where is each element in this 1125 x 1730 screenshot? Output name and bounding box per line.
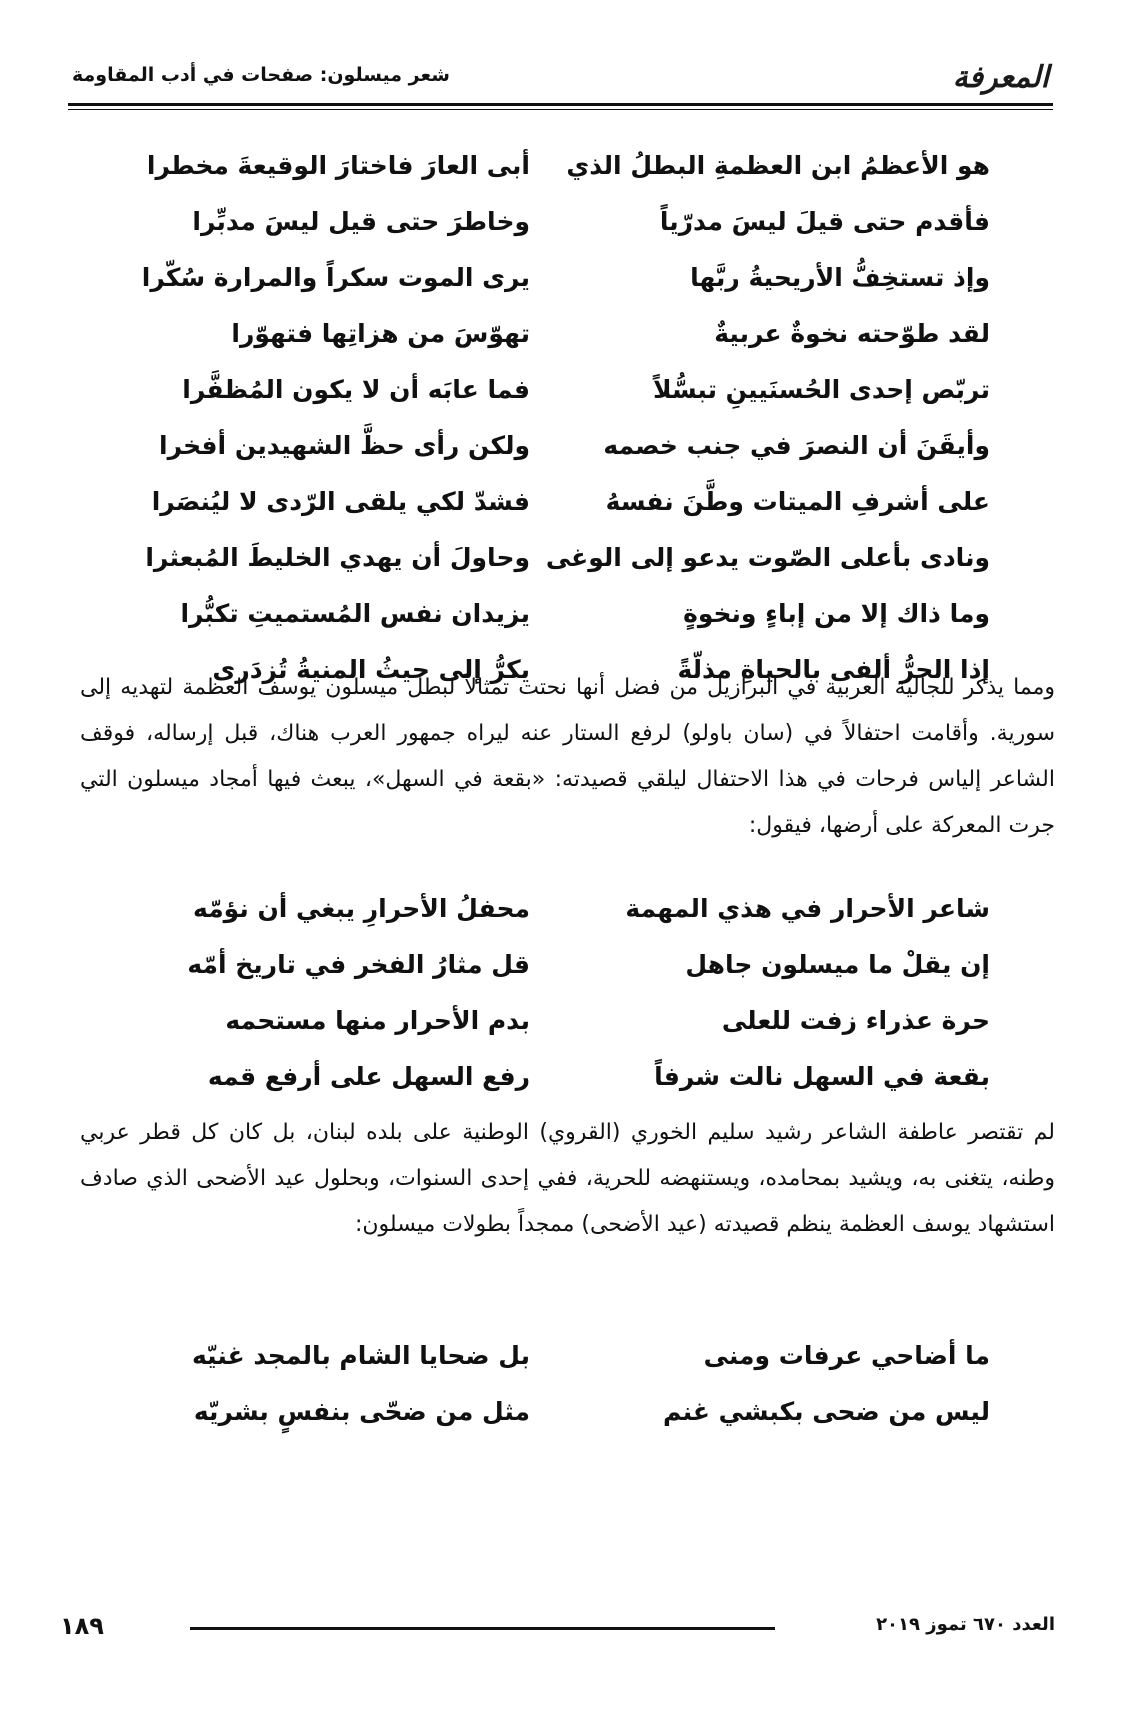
- page-header: [68, 50, 1053, 98]
- second-hemistich: بدم الأحرار منها مستحمه: [225, 1005, 530, 1035]
- verse-line: [130, 417, 990, 473]
- poem-eid-al-adha: [130, 1327, 990, 1439]
- verse-line: [130, 936, 990, 992]
- second-hemistich: يرى الموت سكراً والمرارة سُكّرا: [141, 262, 530, 292]
- footer-rule: [190, 1627, 775, 1630]
- verse-line: [130, 193, 990, 249]
- second-hemistich: مثل من ضحّى بنفسٍ بشريّه: [193, 1396, 530, 1426]
- first-hemistich: إذا الحرُّ ألفى بالحياةِ مذلّةً: [677, 654, 990, 684]
- second-hemistich: يكرُّ إلى حيثُ المنيةُ تُزدَرى: [212, 654, 530, 684]
- header-rule-thin: [68, 109, 1053, 110]
- second-hemistich: تهوّسَ من هزاتِها فتهوّرا: [231, 318, 530, 348]
- magazine-logo: المعرفة: [952, 60, 1049, 95]
- poem-yusuf-al-azma: [130, 137, 990, 697]
- first-hemistich: لقد طوّحته نخوةٌ عربيةٌ: [714, 318, 990, 348]
- second-hemistich: قل مثارُ الفخر في تاريخ أمّه: [187, 949, 530, 979]
- first-hemistich: ما أضاحي عرفات ومنى: [703, 1340, 990, 1370]
- second-hemistich: بل ضحايا الشام بالمجد غنيّه: [192, 1340, 530, 1370]
- first-hemistich: هو الأعظمُ ابن العظمةِ البطلُ الذي: [566, 150, 990, 180]
- second-hemistich: أبى العارَ فاختارَ الوقيعةَ مخطرا: [146, 150, 530, 180]
- first-hemistich: على أشرفِ الميتات وطَّنَ نفسهُ: [605, 486, 990, 516]
- verse-line: [130, 992, 990, 1048]
- verse-line: [130, 305, 990, 361]
- verse-line: [130, 473, 990, 529]
- paragraph-brazil-statue: [80, 665, 1055, 849]
- first-hemistich: شاعر الأحرار في هذي المهمة: [625, 893, 990, 923]
- first-hemistich: ليس من ضحى بكبشي غنم: [663, 1396, 990, 1426]
- running-title: شعر ميسلون: صفحات في أدب المقاومة: [72, 64, 450, 86]
- first-hemistich: تربّص إحدى الحُسنَيينِ تبسُّلاً: [652, 374, 990, 404]
- paragraph-al-qarawi: [80, 1110, 1055, 1248]
- second-hemistich: محفلُ الأحرارِ يبغي أن نؤمّه: [193, 893, 530, 923]
- page-number: ١٨٩: [60, 1612, 104, 1640]
- poem-buqa-fi-al-sahl: [130, 880, 990, 1104]
- verse-line: [130, 361, 990, 417]
- first-hemistich: فأقدم حتى قيلَ ليسَ مدرّياً: [659, 206, 990, 236]
- first-hemistich: حرة عذراء زفت للعلى: [721, 1005, 990, 1035]
- first-hemistich: وما ذاك إلا من إباءٍ ونخوةٍ: [683, 598, 990, 628]
- second-hemistich: رفع السهل على أرفع قمه: [207, 1061, 530, 1091]
- first-hemistich: بقعة في السهل نالت شرفاً: [654, 1061, 990, 1091]
- first-hemistich: وأيقَنَ أن النصرَ في جنب خصمه: [603, 430, 990, 460]
- second-hemistich: ولكن رأى حظَّ الشهيدين أفخرا: [159, 430, 530, 460]
- verse-line: [130, 137, 990, 193]
- first-hemistich: ونادى بأعلى الصّوت يدعو إلى الوغى: [545, 542, 990, 572]
- first-hemistich: إن يقلْ ما ميسلون جاهل: [685, 949, 990, 979]
- header-rule: [68, 103, 1053, 106]
- second-hemistich: فشدّ لكي يلقى الرّدى لا ليُنصَرا: [151, 486, 530, 516]
- paragraph-text: ومما يذكر للجالية العربية في البرازيل من فضل أنها نحتت تمثالاً لبطل ميسلون يوسف العظمة لتهديه إلى سورية. وأقامت احتفالاً في (سان باولو) لرفع الستار عنه ليراه جمهور العرب هناك، قبل إرساله، فوقف الشاعر إلياس فرحات في هذا الاحتفال ليلقي قصيدته: «بقعة في السهل»، يبعث فيها أمجاد ميسلون التي جرت المعركة على أرضها، فيقول:: [80, 675, 1055, 838]
- second-hemistich: فما عابَه أن لا يكون المُظفَّرا: [182, 374, 530, 404]
- second-hemistich: يزيدان نفس المُستميتِ تكبُّرا: [180, 598, 530, 628]
- verse-line: [130, 249, 990, 305]
- verse-line: [130, 880, 990, 936]
- second-hemistich: وحاولَ أن يهدي الخليطَ المُبعثرا: [145, 542, 530, 572]
- issue-info: العدد ٦٧٠ تموز ٢٠١٩: [876, 1614, 1055, 1635]
- verse-line: [130, 1327, 990, 1383]
- verse-line: [130, 1048, 990, 1104]
- second-hemistich: وخاطرَ حتى قيل ليسَ مدبِّرا: [192, 206, 530, 236]
- paragraph-text: لم تقتصر عاطفة الشاعر رشيد سليم الخوري (القروي) الوطنية على بلده لبنان، بل كان كل قطر عربي وطنه، يتغنى به، ويشيد بمحامده، ويستنهضه للحرية، ففي إحدى السنوات، وبحلول عيد الأضحى الذي صادف استشهاد يوسف العظمة ينظم قصيدته (عيد الأضحى) ممجداً بطولات ميسلون:: [80, 1120, 1055, 1237]
- first-hemistich: وإذ تستخِفُّ الأريحيةُ ربَّها: [690, 262, 990, 292]
- verse-line: [130, 1383, 990, 1439]
- verse-line: [130, 585, 990, 641]
- verse-line: [130, 529, 990, 585]
